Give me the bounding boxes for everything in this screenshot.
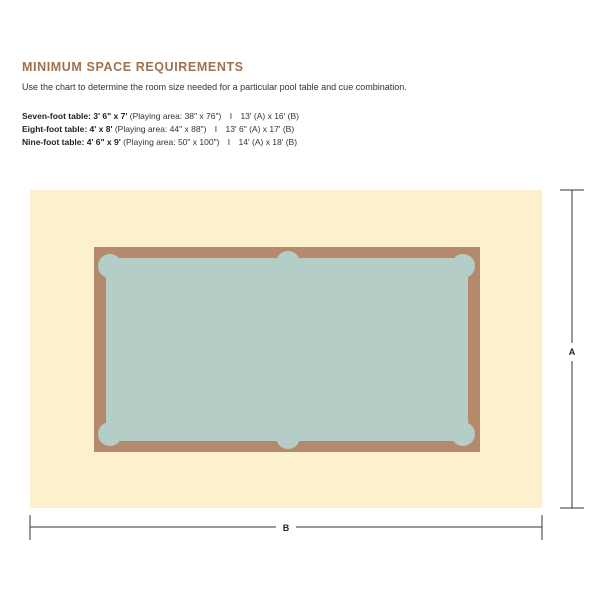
spec-room-size: 13' (A) x 16' (B) [240,111,299,121]
page-title: MINIMUM SPACE REQUIREMENTS [22,60,244,74]
spec-playing-area: (Playing area: 38" x 76") [129,111,222,121]
pocket-bottom-middle [276,425,300,449]
spec-playing-area: (Playing area: 50" x 100") [123,137,220,147]
pocket-top-middle [276,251,300,275]
dimension-a-label: A [568,347,576,357]
spec-table-size: Eight-foot table: 4' x 8' [22,124,113,134]
pocket-top-right [451,254,475,278]
spec-separator: I [214,124,218,134]
intro-text: Use the chart to determine the room size needed for a particular pool table and cue combination. [22,82,407,92]
spec-playing-area: (Playing area: 44" x 88") [114,124,207,134]
spec-room-size: 13' 6" (A) x 17' (B) [225,124,295,134]
spec-table-size: Seven-foot table: 3' 6" x 7' [22,111,128,121]
pocket-top-left [98,254,122,278]
pocket-bottom-right [451,422,475,446]
spec-table-size: Nine-foot table: 4' 6" x 9' [22,137,121,147]
dimension-b-label: B [282,523,290,533]
spec-separator: I [229,111,233,121]
spec-room-size: 14' (A) x 18' (B) [238,137,298,147]
table-felt [106,258,468,441]
dimension-a [560,190,584,508]
pocket-bottom-left [98,422,122,446]
dimension-b [30,515,542,540]
spec-separator: I [227,137,231,147]
